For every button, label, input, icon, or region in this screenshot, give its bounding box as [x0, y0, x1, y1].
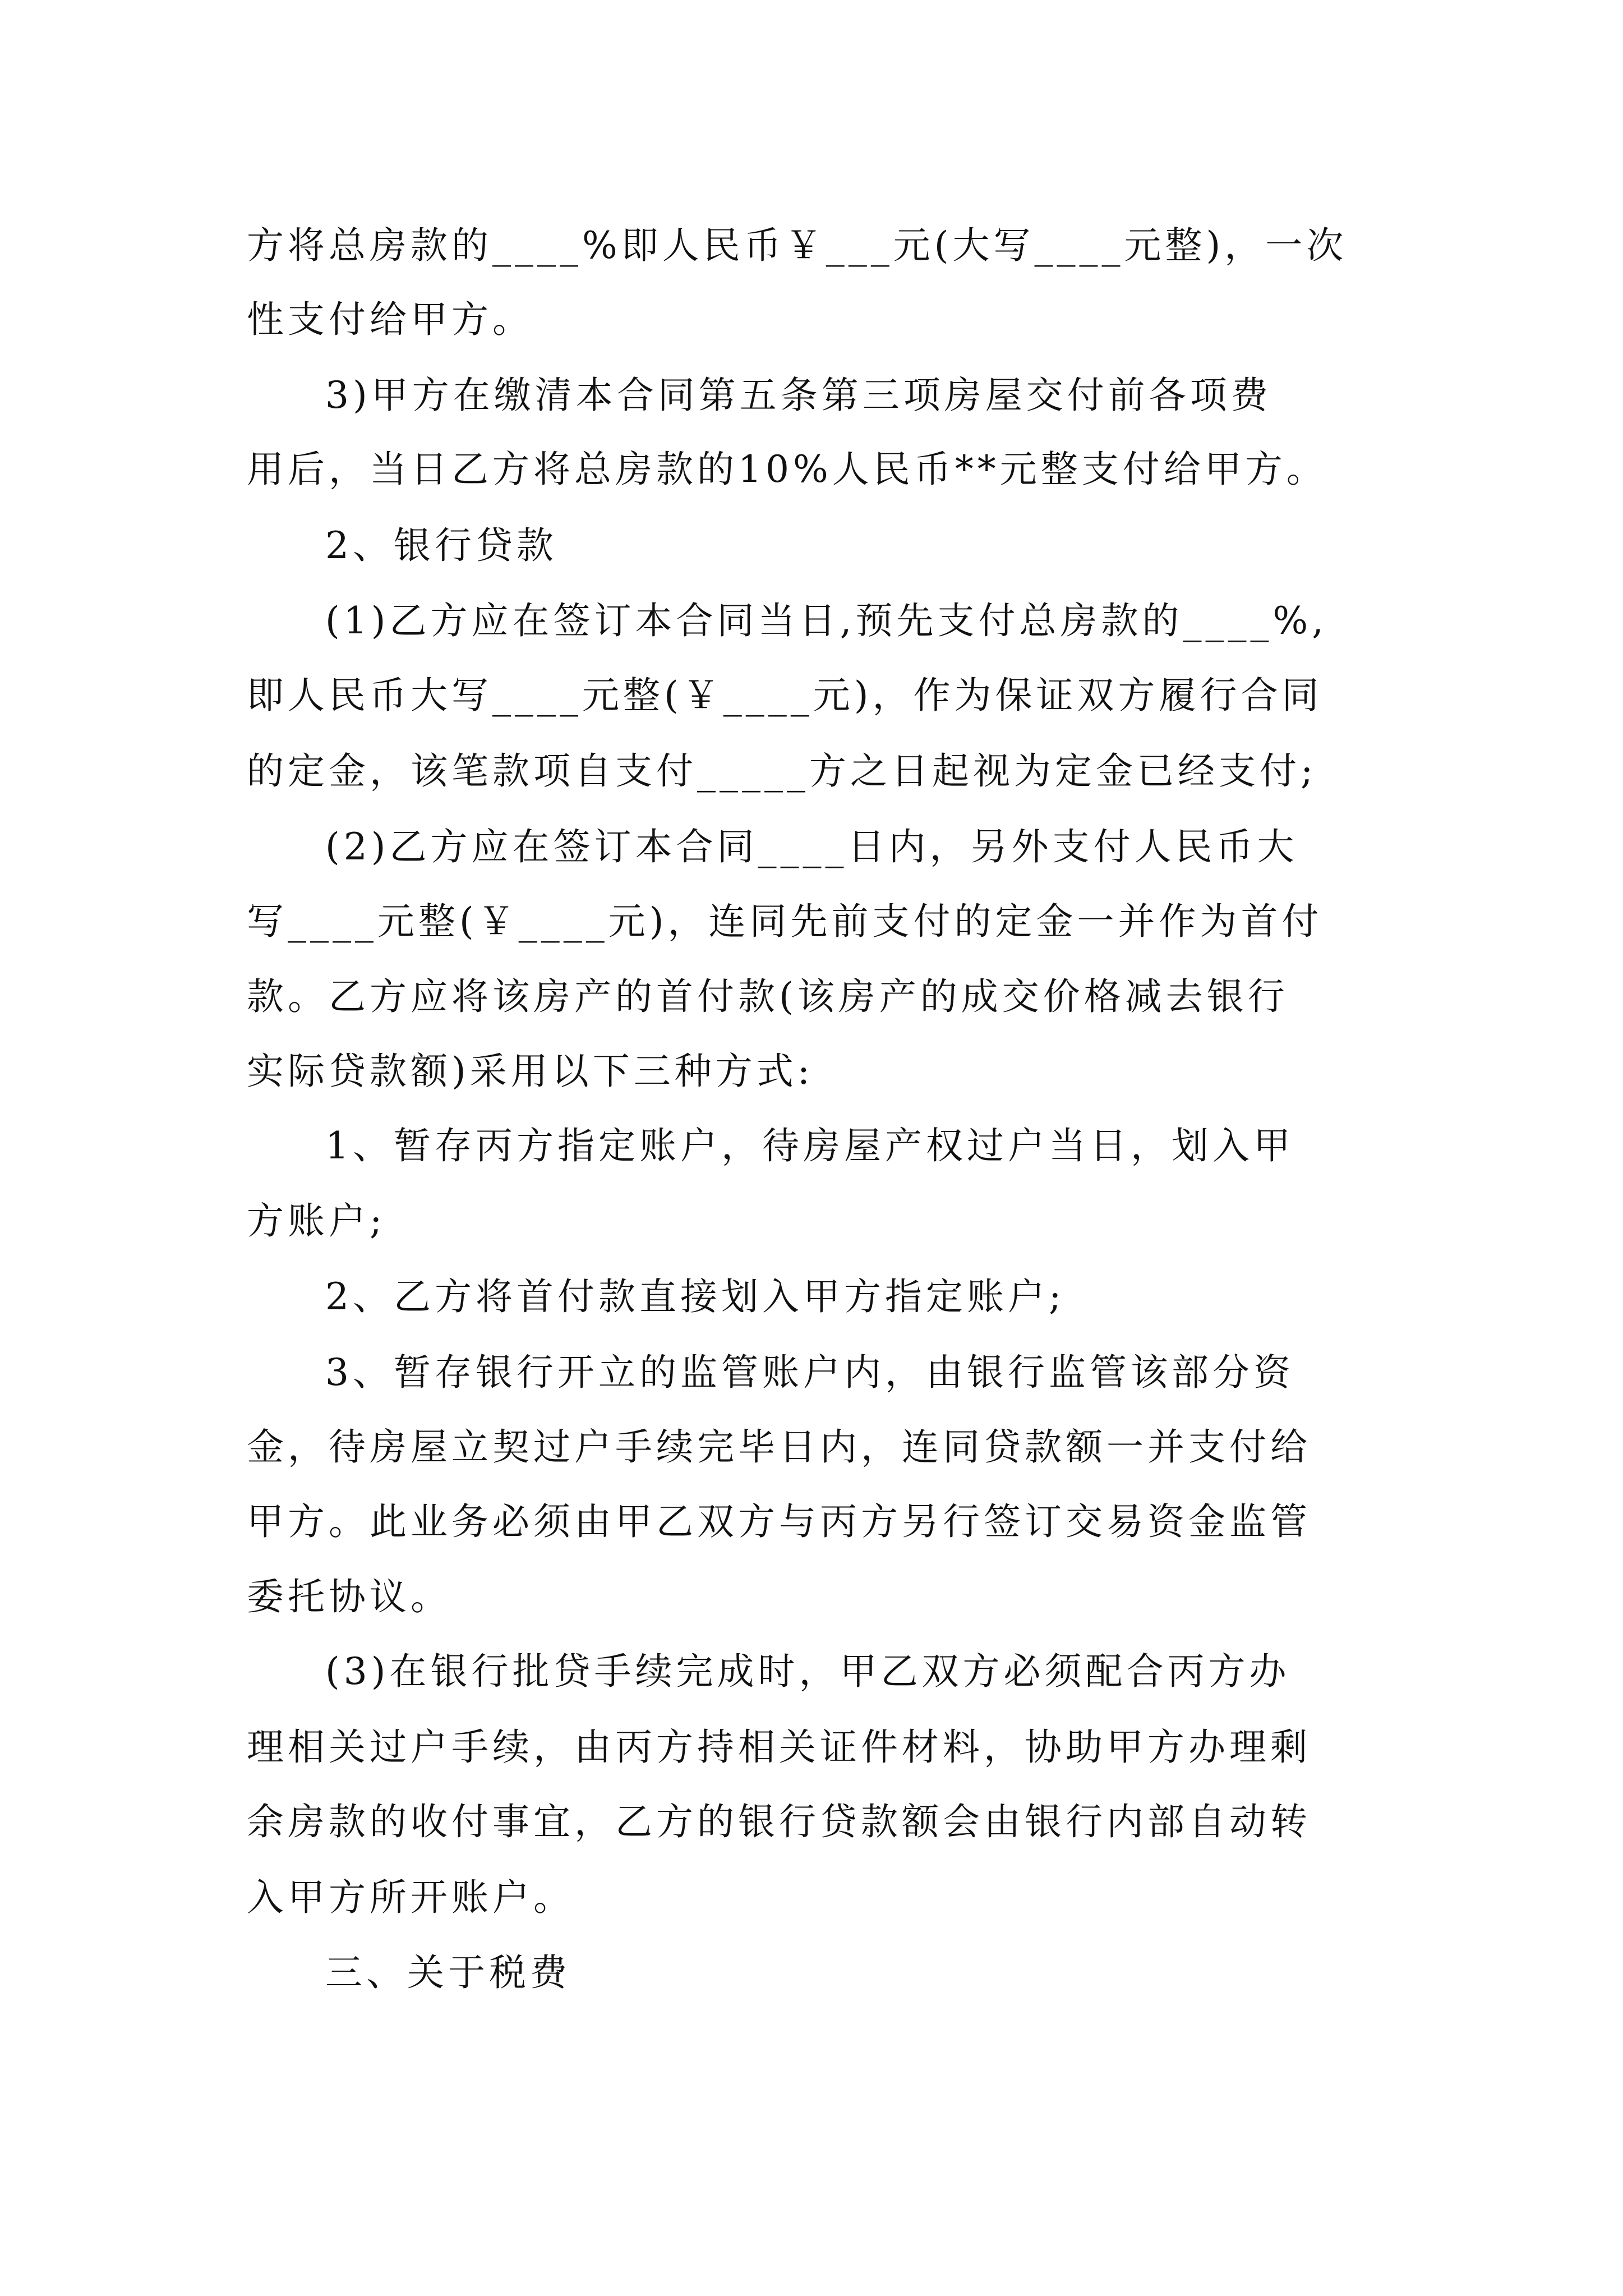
text-line: 入甲方所开账户。	[247, 1876, 574, 1919]
text-line: (3)在银行批贷手续完成时，甲乙双方必须配合丙方办	[325, 1650, 1290, 1693]
text-line: 即人民币大写____元整(￥____元)，作为保证双方履行合同	[247, 674, 1323, 717]
text-line: (1)乙方应在签订本合同当日,预先支付总房款的____%,	[325, 599, 1328, 642]
text-line: 委托协议。	[247, 1575, 451, 1618]
text-line: 实际贷款额)采用以下三种方式:	[247, 1050, 814, 1093]
text-line: 方将总房款的____%即人民币￥___元(大写____元整)，一次	[247, 224, 1348, 267]
text-line: 金，待房屋立契过户手续完毕日内，连同贷款额一并支付给	[247, 1425, 1311, 1469]
text-line: 写____元整(￥____元)，连同先前支付的定金一并作为首付	[247, 900, 1323, 943]
text-line: 理相关过户手续，由丙方持相关证件材料，协助甲方办理剩	[247, 1726, 1311, 1769]
section-heading: 2、银行贷款	[325, 524, 557, 567]
text-line: 3、暂存银行开立的监管账户内，由银行监管该部分资	[325, 1351, 1294, 1394]
text-line: 性支付给甲方。	[247, 298, 533, 341]
section-heading: 三、关于税费	[325, 1951, 571, 1994]
text-line: 方账户;	[247, 1199, 386, 1243]
text-line: 1、暂存丙方指定账户，待房屋产权过户当日，划入甲	[325, 1124, 1294, 1167]
text-line: 3)甲方在缴清本合同第五条第三项房屋交付前各项费	[325, 374, 1272, 417]
text-line: 款。乙方应将该房产的首付款(该房产的成交价格减去银行	[247, 975, 1289, 1018]
text-line: (2)乙方应在签订本合同____日内，另外支付人民币大	[325, 825, 1298, 868]
text-line: 余房款的收付事宜，乙方的银行贷款额会由银行内部自动转	[247, 1800, 1311, 1843]
text-line: 的定金，该笔款项自支付_____方之日起视为定金已经支付;	[247, 749, 1317, 793]
text-line: 用后，当日乙方将总房款的10%人民币**元整支付给甲方。	[247, 448, 1327, 491]
text-line: 2、乙方将首付款直接划入甲方指定账户;	[325, 1275, 1066, 1318]
text-line: 甲方。此业务必须由甲乙双方与丙方另行签订交易资金监管	[247, 1500, 1311, 1543]
